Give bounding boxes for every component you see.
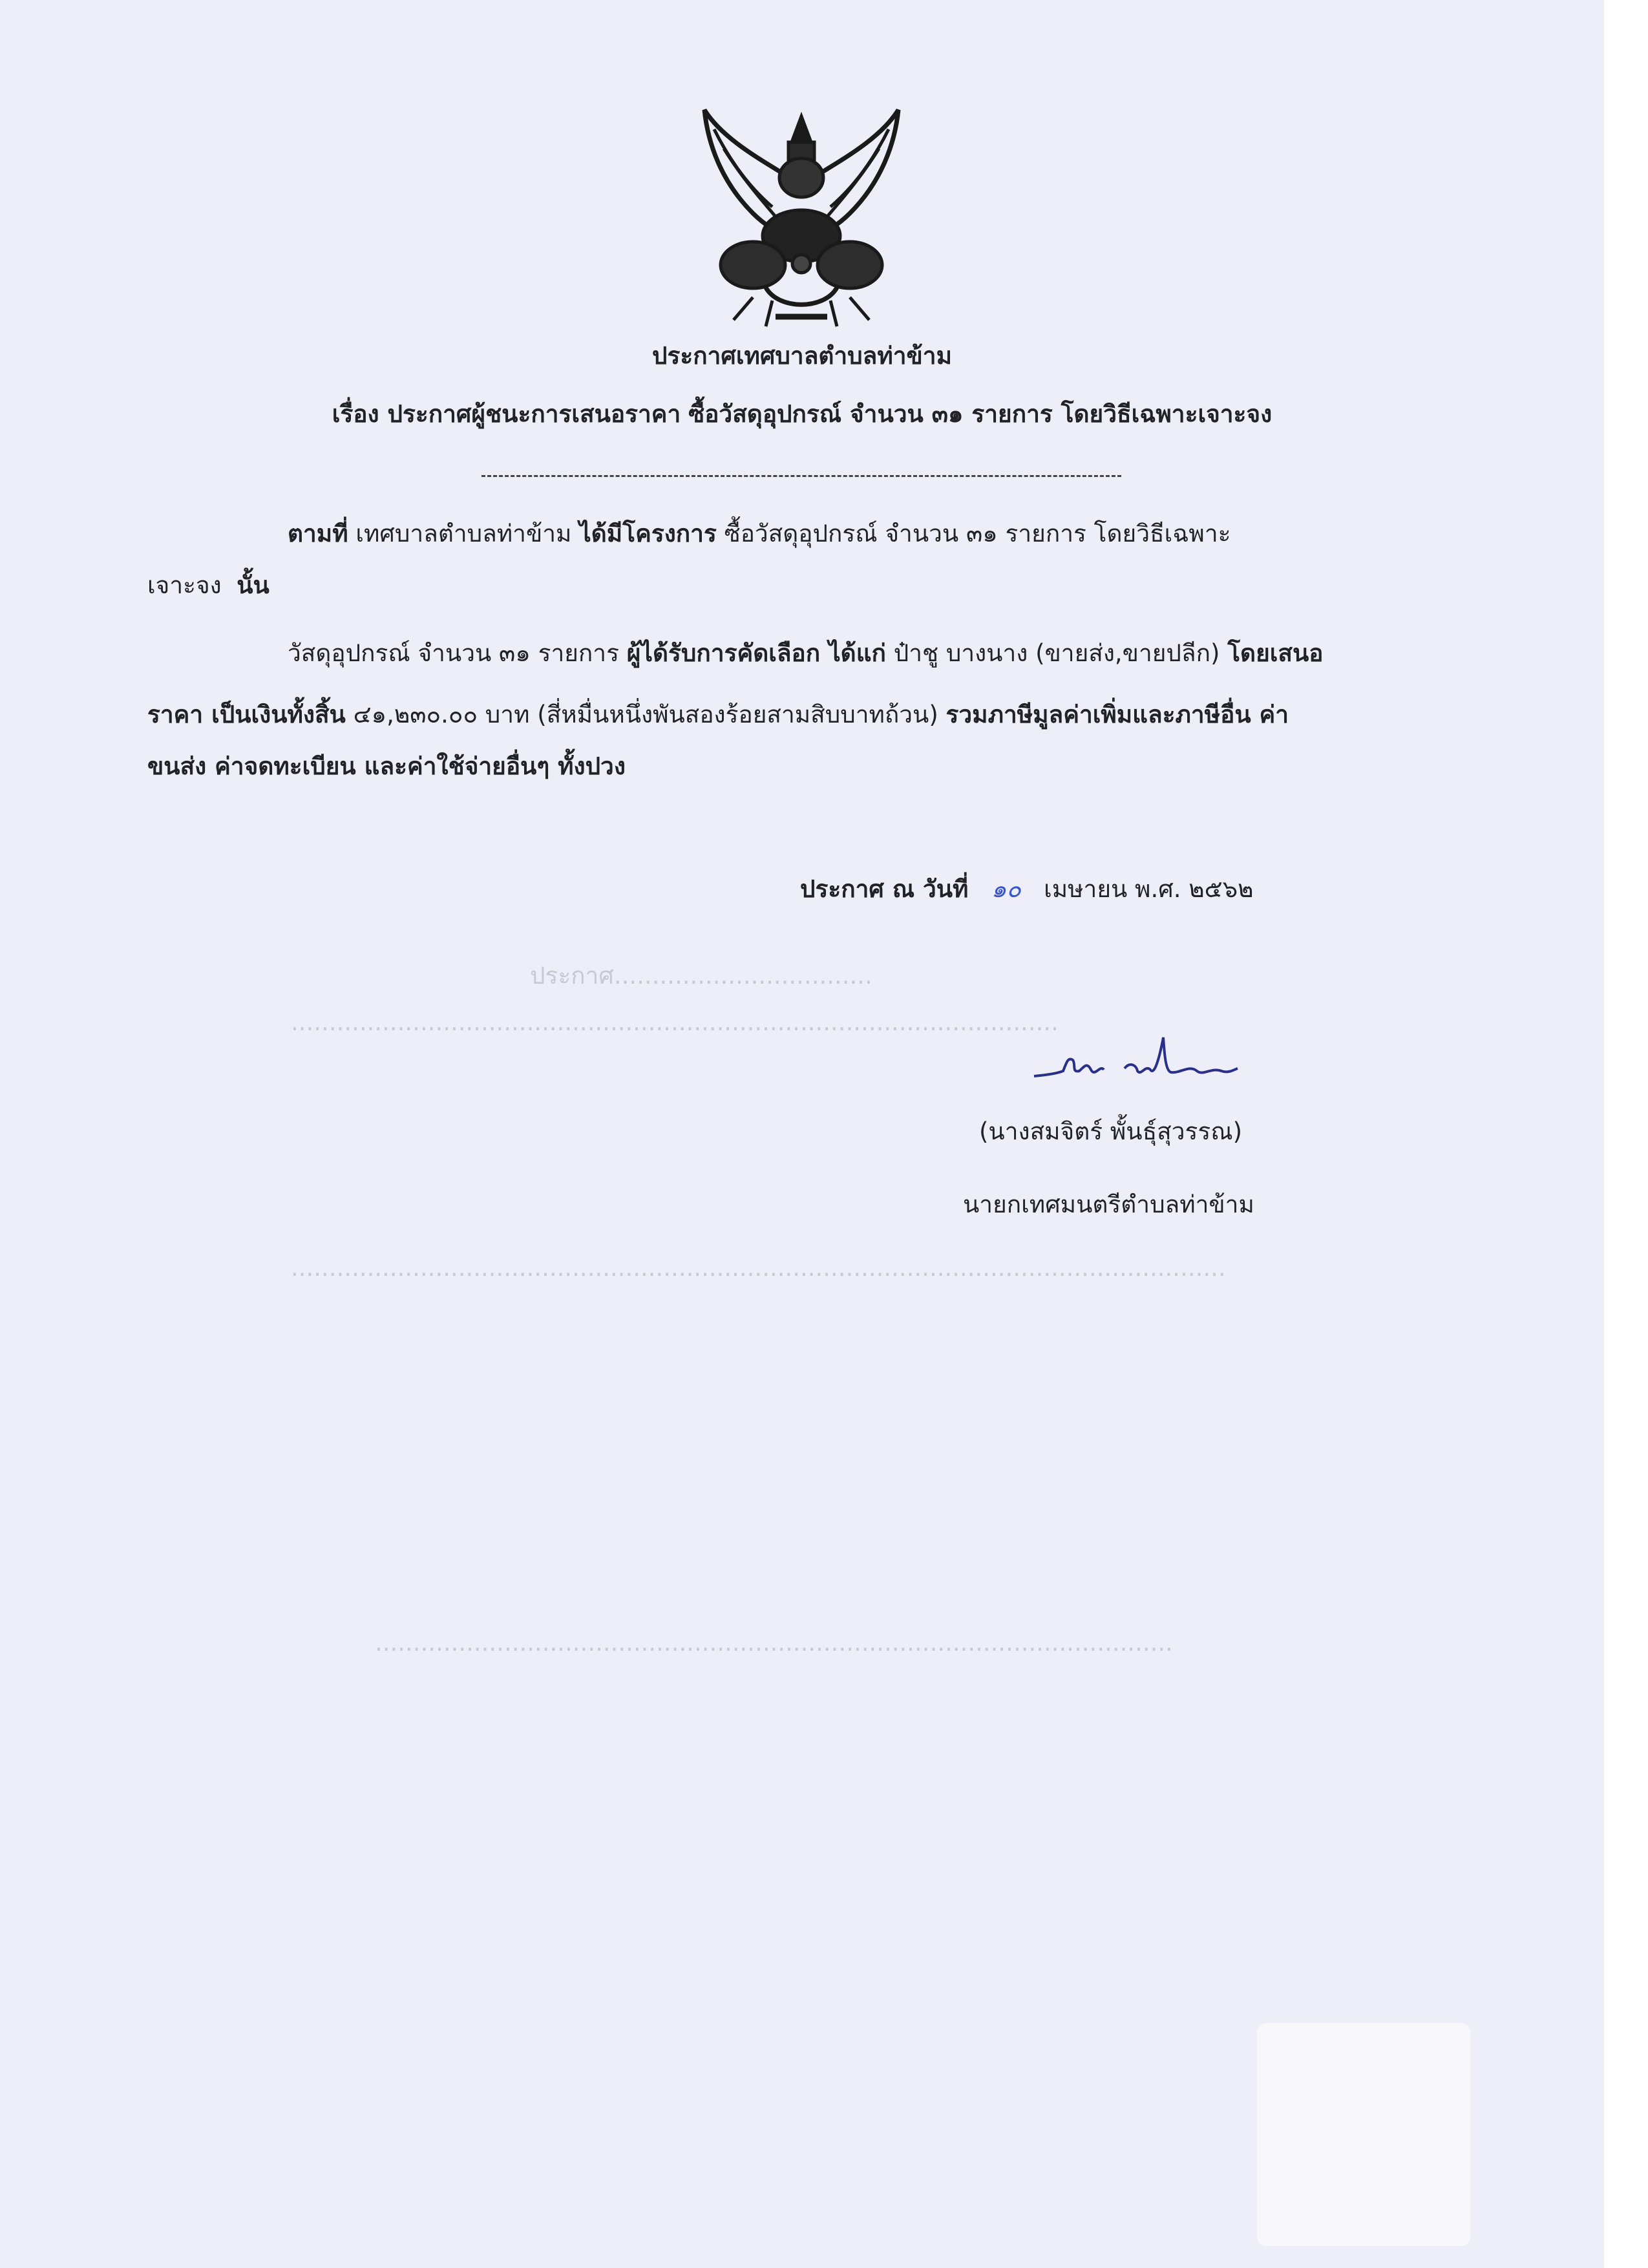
paragraph-2-line-1 — [288, 637, 1324, 670]
p2-winner-name: ป๋าชู บางนาง (ขายส่ง,ขายปลีก) — [885, 639, 1228, 667]
p1-continuation: เจาะจง — [147, 571, 222, 599]
bleed-through-text: ประกาศ.................................. — [530, 962, 872, 990]
p1-end: นั้น — [237, 571, 269, 599]
p2-price-label: ราคา — [147, 701, 204, 728]
paragraph-1-line-1 — [288, 517, 1231, 551]
garuda-emblem-icon — [695, 103, 908, 336]
subject-line — [0, 397, 1604, 431]
p2-offer-label: โดยเสนอ — [1227, 639, 1324, 667]
subject-label: เรื่อง ประกาศผู้ชนะการเสนอราคา — [332, 400, 681, 428]
signatory-name: (นางสมจิตร์ พั้นธุ์สุวรรณ) — [979, 1118, 1243, 1145]
date-day: ๑๐ — [991, 875, 1021, 903]
paragraph-1-line-2 — [147, 569, 269, 602]
p2-tax-note: รวมภาษีมูลค่าเพิ่มและภาษีอื่น ค่า — [945, 701, 1289, 728]
signatory-position: นายกเทศมนตรีตำบลท่าข้าม — [963, 1191, 1254, 1218]
p1-project-text: ซื้อวัสดุอุปกรณ์ จำนวน ๓๑ รายการ โดยวิธีเฉพาะ — [716, 520, 1231, 547]
paragraph-2-line-2 — [147, 698, 1289, 732]
p2-amount: ๔๑,๒๓๐.๐๐ บาท (สี่หมื่นหนึ่งพันสองร้อยสามสิบบาทถ้วน) — [345, 701, 946, 728]
p1-org: เทศบาลตำบลท่าข้าม — [348, 520, 580, 547]
bleed-through-text: ..................................................................................................... — [291, 1008, 1059, 1036]
date-line — [800, 873, 1254, 906]
date-month-year: เมษายน พ.ศ. ๒๕๖๒ — [1044, 875, 1254, 903]
bleed-through-text: ........................................................................................................................... — [291, 1254, 1226, 1282]
announcement-title: ประกาศเทศบาลตำบลท่าข้าม — [652, 342, 952, 370]
header-divider — [481, 475, 1121, 477]
p2-total-label: เป็นเงินทั้งสิ้น — [203, 701, 346, 728]
taped-label-icon — [1257, 2023, 1470, 2246]
p1-project-label: ได้มีโครงการ — [579, 520, 717, 547]
p2-items: วัสดุอุปกรณ์ จำนวน ๓๑ รายการ — [288, 639, 627, 667]
date-prefix: ประกาศ ณ วันที่ — [800, 875, 969, 903]
scan-edge — [1604, 0, 1648, 2268]
bleed-through-text: ......................................................................................................... — [375, 1629, 1173, 1657]
p2-winner-label: ผู้ได้รับการคัดเลือก ได้แก่ — [626, 639, 886, 667]
subject-text: ซื้อวัสดุอุปกรณ์ จำนวน ๓๑ รายการ โดยวิธีเฉพาะเจาะจง — [688, 400, 1273, 428]
p1-lead: ตามที่ — [288, 520, 348, 547]
paragraph-2-line-3: ขนส่ง ค่าจดทะเบียน และค่าใช้จ่ายอื่นๆ ทั้งปวง — [147, 752, 626, 780]
handwritten-signature-icon — [1028, 1031, 1241, 1096]
